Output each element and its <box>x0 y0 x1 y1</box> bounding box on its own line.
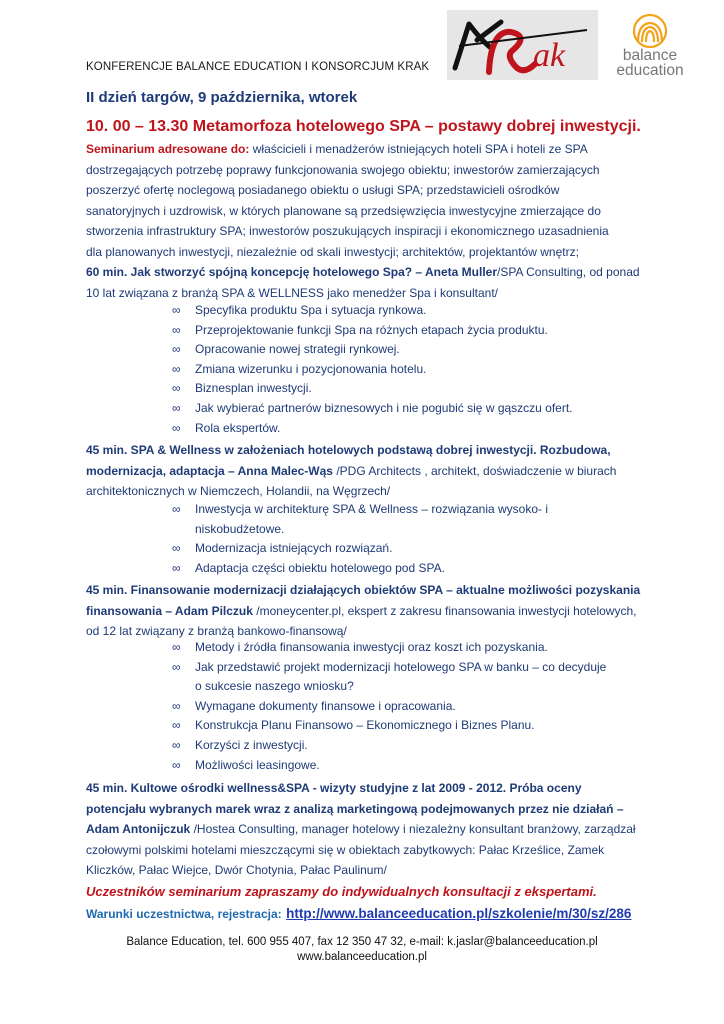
audience-line: dostrzegających potrzebę poprawy funkcjonowania swojego obiektu; inwestorów zamierzających <box>86 162 600 177</box>
audience-label: Seminarium adresowane do: <box>86 142 250 156</box>
registration-row <box>86 905 631 923</box>
infinity-bullet-icon: ∞ <box>172 322 181 337</box>
footer-contact: Balance Education, tel. 600 955 407, fax 12 350 47 32, e-mail: k.jaslar@balanceeducation.pl <box>126 936 598 948</box>
section-1-bullets <box>172 301 612 438</box>
list-item: ∞ Inwestycja w architekturę SPA & Wellness – rozwiązania wysoko- i niskobudżetowe. <box>172 502 549 536</box>
infinity-bullet-icon: ∞ <box>172 560 181 575</box>
day-title: II dzień targów, 9 października, wtorek <box>86 89 358 106</box>
krak-logo <box>447 10 598 80</box>
conference-header: KONFERENCJE BALANCE EDUCATION I KONSORCJUM KRAK <box>86 61 430 73</box>
list-item: ∞ Zmiana wizerunku i pozycjonowania hotelu. <box>172 360 612 380</box>
list-item: ∞ Możliwości leasingowe. <box>172 756 612 776</box>
section-3-bullets <box>172 638 612 775</box>
section-heading-rest: /PDG Architects , architekt, doświadczenie w biurach architektonicznych w Niemczech, Holandii, na Węgrzech/ <box>86 463 617 498</box>
section-4-heading <box>86 778 644 881</box>
section-heading-rest: /Hostea Consulting, manager hotelowy i niezależny konsultant branżowy, zarządzał czołowymi polskimi hotelami mieszczącymi się w obiektach zabytkowych: Pałac Krześlice, Zamek Kliczków, Pałac Wiejce, Dwór Chotynia, Pałac Paulinum/ <box>86 822 636 877</box>
infinity-bullet-icon: ∞ <box>172 420 181 435</box>
audience-line: stworzenia infrastruktury SPA; inwestorów poszukujących inspiracji i ekonomicznego uzasadnienia <box>86 224 609 238</box>
registration-link[interactable]: http://www.balanceeducation.pl/szkolenie/m/30/sz/286 <box>286 906 632 921</box>
list-item: ∞ Metody i źródła finansowania inwestycji oraz koszt ich pozyskania. <box>172 638 612 658</box>
audience-line: dla planowanych inwestycji, niezależnie od skali inwestycji; architektów, projektantów wnętrz; <box>86 244 579 259</box>
section-heading-bold: 60 min. Jak stworzyć spójną koncepcję hotelowego Spa? – Aneta Muller <box>86 265 497 279</box>
balance-education-logo <box>611 12 689 88</box>
infinity-bullet-icon: ∞ <box>172 342 181 357</box>
list-item: ∞ Wymagane dokumenty finansowe i opracowania. <box>172 697 612 717</box>
audience-line: sanatoryjnych i uzdrowisk, w których planowane są przedsięwzięcia inwestycyjne zmierzające do <box>86 203 601 218</box>
list-item: ∞ Biznesplan inwestycji. <box>172 379 612 399</box>
section-2-heading <box>86 440 644 502</box>
infinity-bullet-icon: ∞ <box>172 659 181 674</box>
footer-website: www.balanceeducation.pl <box>297 951 427 963</box>
audience-line: poszerzyć ofertę noclegową posiadanego obiektu o usługi SPA; przedstawicieli ośrodków <box>86 183 560 197</box>
infinity-bullet-icon: ∞ <box>172 541 181 556</box>
list-item: ∞ Opracowanie nowej strategii rynkowej. <box>172 340 612 360</box>
balance-logo-icon <box>611 12 689 50</box>
logo-word-balance: balance <box>622 47 678 64</box>
krak-logo-graphic <box>447 10 598 80</box>
registration-label: Warunki uczestnictwa, rejestracja: <box>86 907 282 921</box>
section-heading-rest: /SPA Consulting, od ponad 10 lat związana z branżą SPA & WELLNESS jako menedżer Spa i konsultant/ <box>86 265 640 300</box>
infinity-bullet-icon: ∞ <box>172 737 181 752</box>
consultation-invitation: Uczestników seminarium zapraszamy do indywidualnych konsultacji z ekspertami. <box>86 884 597 899</box>
infinity-bullet-icon: ∞ <box>172 698 181 713</box>
section-1-heading <box>86 262 644 303</box>
logo-word-education: education <box>616 62 684 79</box>
infinity-bullet-icon: ∞ <box>172 718 181 733</box>
infinity-bullet-icon: ∞ <box>172 502 181 516</box>
svg-text:ak: ak <box>533 37 566 74</box>
section-heading-rest: /moneycenter.pl, ekspert z zakresu finansowania inwestycji hotelowych, od 12 lat związany z branżą bankowo-finansową/ <box>86 603 637 638</box>
list-item: ∞ Modernizacja istniejących rozwiązań. <box>172 539 612 559</box>
audience-paragraph <box>86 139 644 262</box>
section-heading-bold: 45 min. SPA & Wellness w założeniach hotelowych podstawą dobrej inwestycji. Rozbudowa, modernizacja, adaptacja – Anna Malec-Wąs <box>86 443 611 478</box>
list-item: ∞ Jak przedstawić projekt modernizacji hotelowego SPA w banku – co decyduje o sukcesie naszego wniosku? <box>172 659 607 694</box>
list-item: ∞ Specyfika produktu Spa i sytuacja rynkowa. <box>172 301 612 321</box>
session-title: 10. 00 – 13.30 Metamorfoza hotelowego SPA – postawy dobrej inwestycji. <box>86 118 641 135</box>
list-item: ∞ Konstrukcja Planu Finansowo – Ekonomicznego i Biznes Planu. <box>172 716 612 736</box>
list-item: ∞ Jak wybierać partnerów biznesowych i nie pogubić się w gąszczu ofert. <box>172 399 612 419</box>
infinity-bullet-icon: ∞ <box>172 303 181 317</box>
infinity-bullet-icon: ∞ <box>172 640 181 654</box>
audience-line: właścicieli i menadżerów istniejących hoteli SPA i hoteli ze SPA <box>252 142 588 156</box>
section-3-heading <box>86 580 644 642</box>
infinity-bullet-icon: ∞ <box>172 757 181 772</box>
list-item: ∞ Przeprojektowanie funkcji Spa na różnych etapach życia produktu. <box>172 321 612 341</box>
section-2-bullets <box>172 500 612 578</box>
list-item: ∞ Korzyści z inwestycji. <box>172 736 612 756</box>
section-heading-bold: 45 min. Finansowanie modernizacji działających obiektów SPA – aktualne możliwości pozyskania finansowania – Adam Pilczuk <box>86 583 641 618</box>
infinity-bullet-icon: ∞ <box>172 361 181 376</box>
list-item: ∞ Adaptacja części obiektu hotelowego pod SPA. <box>172 559 612 579</box>
list-item: ∞ Rola ekspertów. <box>172 419 612 439</box>
section-heading-bold: 45 min. Kultowe ośrodki wellness&SPA - wizyty studyjne z lat 2009 - 2012. Próba oceny potencjału wybranych marek wraz z analizą marketingową podejmowanych przez nie działań – Adam Antonijczuk <box>86 781 624 836</box>
infinity-bullet-icon: ∞ <box>172 400 181 415</box>
infinity-bullet-icon: ∞ <box>172 381 181 396</box>
